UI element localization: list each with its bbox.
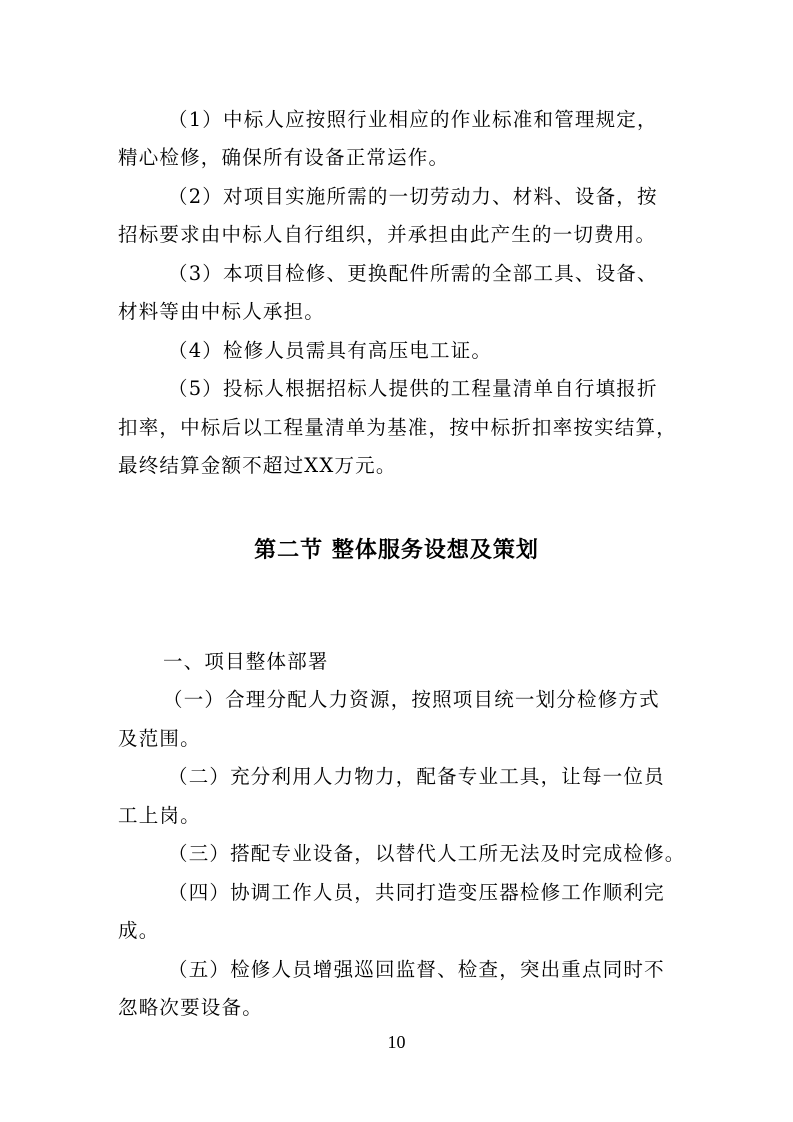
item-4-line-1: （四）协调工作人员，共同打造变压器检修工作顺利完	[168, 881, 665, 904]
paragraph-1-line-1: （1）中标人应按照行业相应的作业标准和管理规定，	[168, 108, 658, 131]
item-5-line-1: （五）检修人员增强巡回监督、检查，突出重点同时不	[168, 958, 665, 981]
item-3-line-1: （三）搭配专业设备，以替代人工所无法及时完成检修。	[168, 842, 686, 865]
page-number: 10	[387, 1032, 406, 1052]
item-2-line-2: 工上岗。	[118, 804, 201, 827]
paragraph-2-line-2: 招标要求由中标人自行组织，并承担由此产生的一切费用。	[118, 223, 657, 246]
paragraph-3-line-1: （3）本项目检修、更换配件所需的全部工具、设备、	[168, 262, 658, 285]
paragraph-5-line-3: 最终结算金额不超过XX万元。	[118, 454, 397, 477]
subsection-heading: 一、项目整体部署	[163, 650, 329, 673]
item-1-line-1: （一）合理分配人力资源，按照项目统一划分检修方式	[163, 688, 660, 711]
item-5-line-2: 忽略次要设备。	[118, 996, 263, 1019]
section-title: 第二节 整体服务设想及策划	[254, 538, 539, 563]
paragraph-5-line-2: 扣率，中标后以工程量清单为基准，按中标折扣率按实结算，	[118, 416, 677, 439]
paragraph-5-line-1: （5）投标人根据招标人提供的工程量清单自行填报折	[168, 377, 658, 400]
item-1-line-2: 及范围。	[118, 727, 201, 750]
paragraph-3-line-2: 材料等由中标人承担。	[118, 300, 326, 323]
item-2-line-1: （二）充分利用人力物力，配备专业工具，让每一位员	[168, 765, 665, 788]
paragraph-4-line-1: （4）检修人员需具有高压电工证。	[168, 339, 493, 362]
paragraph-2-line-1: （2）对项目实施所需的一切劳动力、材料、设备，按	[168, 185, 658, 208]
paragraph-1-line-2: 精心检修，确保所有设备正常运作。	[118, 146, 450, 169]
item-4-line-2: 成。	[118, 919, 160, 942]
